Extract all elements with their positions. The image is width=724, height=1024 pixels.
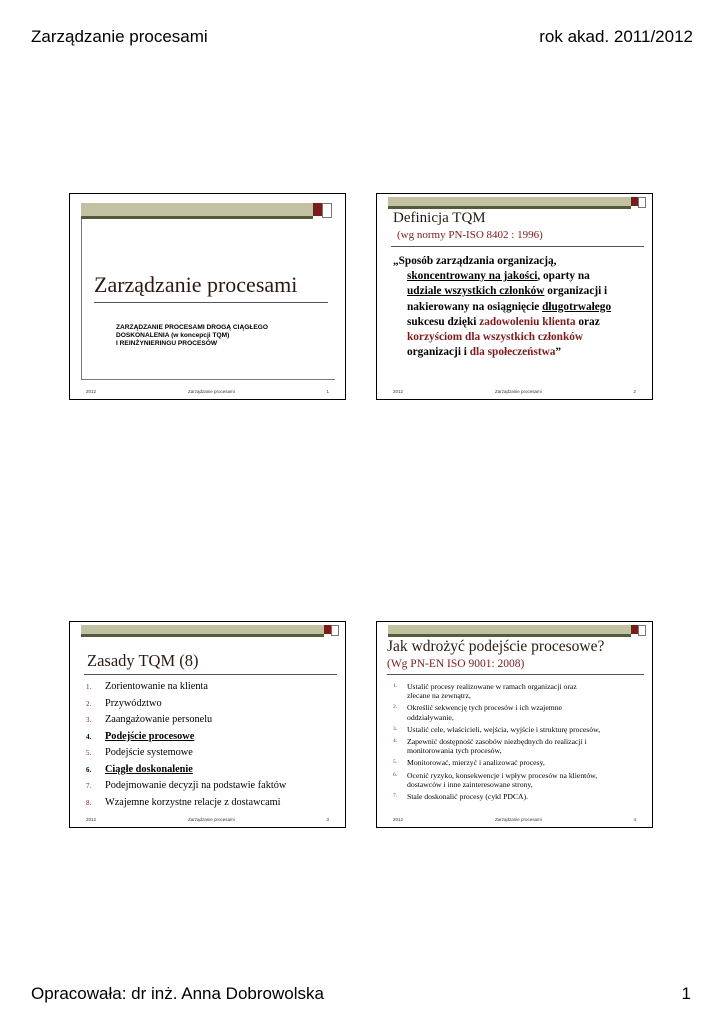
list-text-highlighted: Ciągłe doskonalenie (105, 763, 193, 775)
list-number: 1. (393, 683, 398, 689)
list-text-highlighted: Podejście procesowe (105, 730, 195, 742)
list-number: 4. (393, 738, 398, 745)
list-item (393, 737, 648, 755)
slide-top-bar-dark (81, 634, 324, 637)
slide-bottom-line (81, 379, 335, 380)
list-number: 7. (86, 782, 92, 790)
list-number: 6. (86, 765, 92, 774)
definition-line (393, 300, 648, 315)
list-text-line: Ustalić cele, właścicieli, wejścia, wyjście i strukturę procesów, (407, 724, 601, 734)
definition-line (393, 345, 648, 360)
list-text: Wzajemne korzystne relacje z dostawcami (105, 796, 281, 808)
list-item (393, 682, 648, 700)
list-item (393, 758, 648, 767)
list-number: 5. (86, 749, 92, 757)
definition-fragment: , oparty na (537, 270, 590, 283)
definition-fragment: oraz (575, 315, 600, 328)
slide-top-bar-dark (81, 216, 313, 219)
list-number: 5. (393, 759, 398, 766)
slide-title-underline (387, 674, 644, 675)
subtitle-line: I REINŻYNIERINGU PROCESÓW (116, 340, 218, 347)
slide-title: Zasady TQM (8) (87, 651, 199, 670)
slide-title: Jak wdrożyć podejście procesowe? (387, 638, 605, 655)
slide-footer-year: 2012 (86, 389, 97, 394)
slide-corner-square (631, 197, 638, 206)
slide-top-bar (388, 625, 631, 634)
slide-title-underline (391, 246, 644, 247)
highlight-focus: skoncentrowany na jakości (407, 270, 538, 283)
list-text-line: zlecane na zewnątrz, (407, 691, 471, 701)
slide-title-underline (94, 302, 328, 303)
list-text-line: oddziaływanie, (407, 712, 454, 722)
slide-footer-number: 3 (326, 817, 329, 822)
page-header-left: Zarządzanie procesami (31, 27, 208, 46)
slide-corner-square-outline (322, 203, 332, 218)
page-number: 1 (681, 984, 691, 1003)
list-item (393, 792, 648, 801)
list-text (407, 725, 647, 734)
list-text-line: Zapewnić dostępność zasobów niezbędnych do realizacji i (407, 737, 587, 747)
slide-subtitle (116, 324, 268, 348)
slide-footer-year: 2012 (393, 817, 404, 822)
slide-footer-number: 4 (633, 817, 636, 822)
definition-line (393, 269, 648, 284)
definition-line (393, 315, 648, 330)
slide-footer-year: 2012 (86, 817, 97, 822)
list-item (393, 771, 648, 789)
list-text-line: Ocenić ryzyko, konsekwencje i wpływ procesów na klientów, (407, 770, 598, 780)
list-text: Podejmowanie decyzji na podstawie faktów (105, 780, 287, 791)
list-text (407, 758, 647, 767)
slide-top-bar (81, 203, 313, 216)
slide-corner-square-outline (638, 625, 646, 636)
definition-fragment: ” (555, 346, 562, 359)
slide-corner-square (631, 625, 638, 634)
list-number: 3. (393, 725, 398, 732)
list-text (407, 682, 647, 700)
list-number: 7. (393, 793, 398, 800)
list-number: 1. (86, 683, 92, 691)
list-item (86, 778, 341, 795)
list-item (86, 679, 341, 696)
slide-corner-square (313, 203, 322, 216)
list-text-line: dostawców i inne zainteresowane strony, (407, 779, 533, 789)
list-number: 3. (86, 716, 92, 724)
list-item (86, 762, 341, 779)
list-text (407, 771, 647, 789)
slide-top-bar-dark (388, 634, 631, 637)
list-text-line: monitorowania tych procesów, (407, 746, 502, 756)
slide-footer-title: Zarządzanie procesami (495, 389, 542, 394)
principles-list (86, 679, 341, 811)
definition-line: korzyściom dla wszystkich członków (407, 331, 584, 344)
definition-line: „Sposób zarządzania organizacją, (393, 255, 557, 267)
definition-fragment: sukcesu dzięki (407, 315, 480, 328)
slide-footer-title: Zarządzanie procesami (188, 817, 235, 822)
slide-title: Definicja TQM (393, 210, 486, 226)
slide-top-bar-dark (388, 206, 631, 209)
slide-title-underline (84, 674, 337, 675)
steps-list (393, 682, 648, 801)
slide-2 (376, 193, 653, 400)
list-item (86, 745, 341, 762)
slide-vertical-line (81, 219, 82, 379)
slide-footer-year: 2012 (393, 389, 404, 394)
list-text-line: Monitorować, mierzyć i analizować procesy, (407, 758, 545, 768)
list-text: Przywództwo (105, 697, 162, 709)
slide-footer-title: Zarządzanie procesami (188, 389, 235, 394)
list-number: 8. (86, 798, 92, 807)
definition-fragment: organizacji i (407, 346, 470, 359)
slide-title: Zarządzanie procesami (94, 272, 298, 297)
definition-text (393, 254, 648, 360)
list-item (86, 712, 341, 729)
definition-line (393, 284, 648, 299)
list-text: Zaangażowanie personelu (105, 714, 213, 725)
slide-1 (69, 193, 346, 400)
highlight-long-term: długotrwałego (542, 300, 612, 313)
list-text (407, 792, 647, 801)
page-header-right: rok akad. 2011/2012 (539, 27, 693, 46)
slide-top-bar (81, 625, 324, 634)
list-number: 4. (86, 732, 92, 741)
slide-corner-square-outline (638, 197, 646, 208)
list-item (393, 703, 648, 721)
list-item (393, 725, 648, 734)
list-text (407, 737, 647, 755)
page-footer-author: Opracowała: dr inż. Anna Dobrowolska (31, 984, 324, 1003)
slide-subtitle: (Wg PN-EN ISO 9001: 2008) (387, 658, 525, 670)
list-text-line: Ustalić procesy realizowane w ramach organizacji oraz (407, 682, 577, 691)
list-text: Podejście systemowe (105, 747, 193, 758)
slide-top-bar (388, 197, 631, 206)
subtitle-line: ZARZĄDZANIE PROCESAMI DROGĄ CIĄGŁEGO (116, 324, 269, 331)
definition-fragment: nakierowany na osiągnięcie (407, 300, 543, 313)
list-text-line: Określić sekwencję tych procesów i ich wzajemne (407, 703, 562, 713)
slide-4 (376, 621, 653, 828)
highlight-society: dla społeczeństwa (469, 346, 556, 359)
list-text: Zorientowanie na klienta (105, 681, 208, 692)
slide-footer-number: 2 (633, 389, 636, 394)
subtitle-line: DOSKONALENIA (w koncepcji TQM) (116, 332, 230, 339)
slide-3 (69, 621, 346, 828)
list-number: 2. (393, 704, 398, 711)
slide-corner-square (324, 625, 331, 634)
slide-footer-title: Zarządzanie procesami (495, 817, 542, 822)
list-text (407, 703, 647, 721)
definition-fragment: organizacji i (544, 285, 608, 298)
highlight-members: udziale wszystkich członków (407, 285, 545, 298)
slide-subtitle: (wg normy PN-ISO 8402 : 1996) (397, 229, 543, 241)
list-number: 2. (86, 699, 92, 708)
list-number: 6. (393, 771, 398, 778)
list-text-line: Stale doskonalić procesy (cykl PDCA). (407, 792, 529, 802)
highlight-customer: zadowoleniu klienta (479, 315, 576, 328)
list-item (86, 696, 341, 713)
slide-footer-number: 1 (326, 389, 329, 394)
list-item (86, 795, 341, 812)
slide-corner-square-outline (331, 625, 339, 636)
list-item (86, 729, 341, 746)
